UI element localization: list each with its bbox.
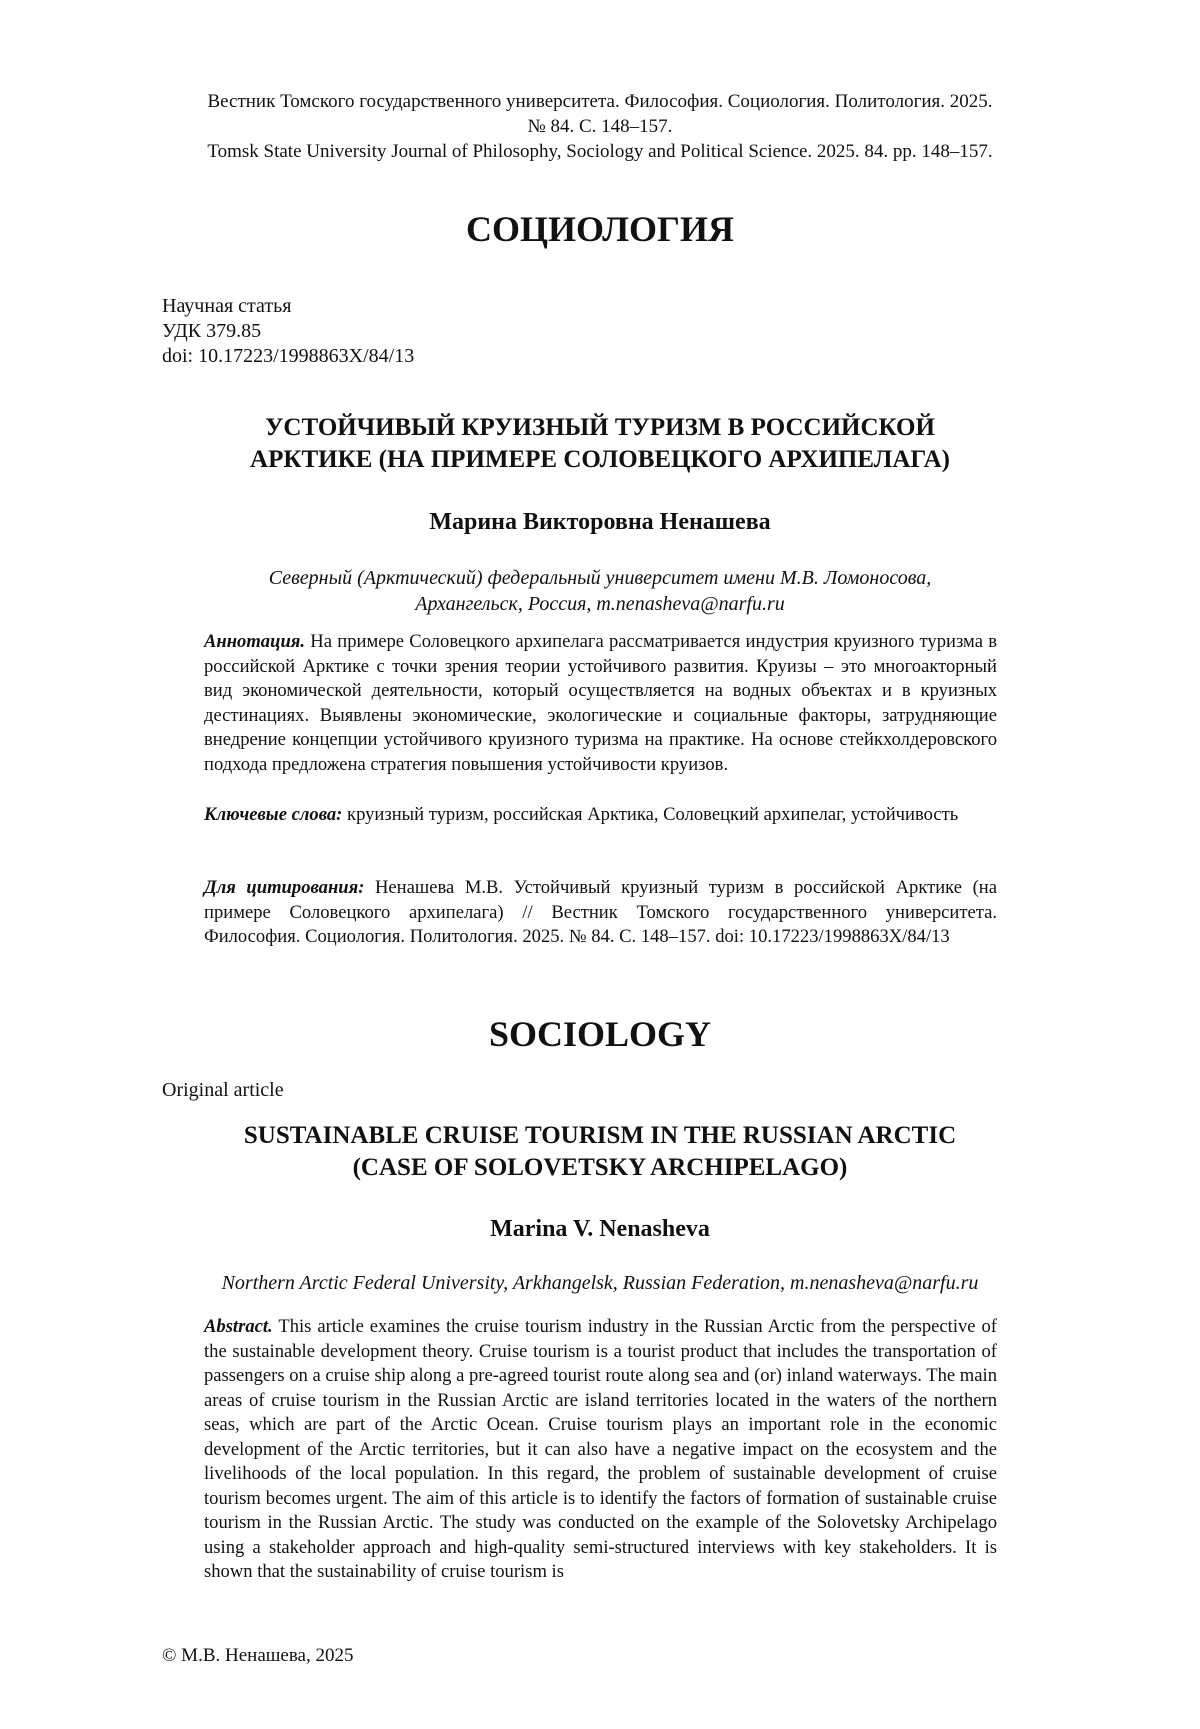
abstract-en: [204, 1315, 997, 1585]
article-meta-ru: [162, 294, 662, 369]
abstract-text-en: This article examines the cruise tourism industry in the Russian Arctic from the perspective of the sustainable development theory. Cruise tourism is a tourist product that includes the transportation of passengers on a cruise ship along a pre-agreed tourist route along sea and (or) inland waterways. The main areas of cruise tourism in the Russian Arctic are island territories located in the waters of the northern seas, which are part of the Arctic Ocean. Cruise tourism plays an important role in the economic development of the Arctic territories, but it can also have a negative impact on the ecosystem and the livelihoods of the local population. In this regard, the problem of sustainable development of cruise tourism becomes urgent. The aim of this article is to identify the factors of formation of sustainable cruise tourism in the Russian Arctic. The study was conducted on the example of the Solovetsky Archipelago using a stakeholder approach and high-quality semi-structured interviews with key stakeholders. It is shown that the sustainability of cruise tourism is: [204, 1316, 998, 1582]
article-title-en-line1: SUSTAINABLE CRUISE TOURISM IN THE RUSSIAN ARCTIC: [243, 1122, 957, 1149]
article-title-en-line2: (CASE OF SOLOVETSKY ARCHIPELAGO): [352, 1154, 848, 1181]
affiliation-ru-line1: Северный (Арктический) федеральный университет имени М.В. Ломоносова,: [268, 567, 932, 589]
keywords-label-ru: Ключевые слова:: [204, 804, 343, 825]
section-title-ru: СОЦИОЛОГИЯ: [466, 209, 734, 249]
article-title-en: [100, 1120, 1100, 1184]
author-en: Marina V. Nenasheva: [490, 1216, 710, 1242]
citation-label-ru: Для цитирования:: [204, 877, 365, 898]
author-ru: Марина Викторовна Ненашева: [429, 509, 771, 535]
article-type-en: Original article: [162, 1079, 284, 1101]
article-title-ru-line1: УСТОЙЧИВЫЙ КРУИЗНЫЙ ТУРИЗМ В РОССИЙСКОЙ: [265, 414, 935, 441]
affiliation-ru-line2: Архангельск, Россия, m.nenasheva@narfu.ru: [415, 593, 785, 615]
journal-header-issue: № 84. С. 148–157.: [527, 116, 673, 137]
abstract-label-en: Abstract.: [204, 1316, 273, 1337]
journal-header-en: Tomsk State University Journal of Philosophy, Sociology and Political Science. 2025. 84. pp. 148–157.: [207, 141, 993, 162]
journal-header-ru: Вестник Томского государственного университета. Философия. Социология. Политология. 2025.: [207, 91, 993, 112]
copyright-notice: © М.В. Ненашева, 2025: [162, 1645, 354, 1666]
abstract-label-ru: Аннотация.: [204, 631, 306, 652]
article-type-ru: Научная статья: [162, 295, 292, 317]
keywords-ru: [204, 803, 997, 828]
section-title-en: SOCIOLOGY: [488, 1014, 712, 1054]
abstract-text-ru: На примере Соловецкого архипелага рассматривается индустрия круизного туризма в российской Арктике с точки зрения теории устойчивого развития. Круизы – это многоакторный вид экономической деятельности, который осуществляется на водных объектах и в круизных дестинациях. Выявлены экономические, экологические и социальные факторы, затрудняющие внедрение концепции устойчивого круизного туризма на практике. На основе стейкхолдеровского подхода предложена стратегия повышения устойчивости круизов.: [204, 631, 997, 775]
abstract-ru: [204, 630, 997, 777]
citation-text-ru: Ненашева М.В. Устойчивый круизный туризм в российской Арктике (на примере Соловецкого архипелага) // Вестник Томского государственного университета. Философия. Социология. Политология. 2025. № 84. С. 148–157. doi: 10.17223/1998863X/84/13: [204, 877, 997, 947]
affiliation-en: Northern Arctic Federal University, Arkhangelsk, Russian Federation, m.nenasheva@narfu.ru: [221, 1272, 979, 1294]
article-title-ru-line2: АРКТИКЕ (НА ПРИМЕРЕ СОЛОВЕЦКОГО АРХИПЕЛАГА): [250, 446, 950, 473]
keywords-text-ru: круизный туризм, российская Арктика, Соловецкий архипелаг, устойчивость: [347, 804, 959, 825]
citation-ru: [204, 876, 997, 950]
udc-code: УДК 379.85: [162, 320, 262, 342]
doi: doi: 10.17223/1998863X/84/13: [162, 345, 415, 367]
journal-header: [150, 89, 1050, 164]
article-title-ru: [100, 412, 1100, 476]
affiliation-ru: [150, 565, 1050, 617]
